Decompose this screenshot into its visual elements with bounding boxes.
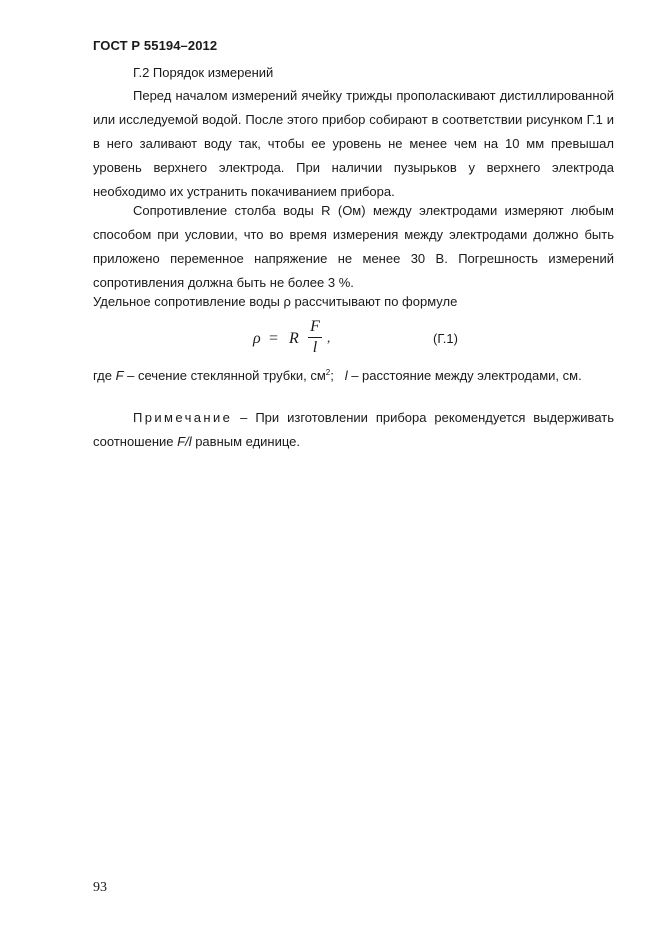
formula-row	[93, 318, 614, 362]
equation-number: (Г.1)	[433, 331, 458, 346]
var-l: l	[344, 368, 348, 383]
formula-lhs: ρ	[253, 330, 261, 347]
note-block	[93, 406, 614, 454]
note-ratio: F/l	[177, 434, 192, 449]
note-text-before: – При изготовлении прибора рекомендуется выдерживать соотношение	[93, 410, 614, 449]
formula-equals: =	[269, 330, 279, 347]
paragraph-text: Сопротивление столба воды R (Ом) между электродами измеряют любым способом при условии, что во время измерения между электродами должно быть приложено переменное напряжение не менее 30 В. Погрешность измерений сопротивления должна быть не более 3 %.	[93, 203, 614, 290]
unit-power: 2	[325, 368, 331, 377]
formula-comma: ,	[327, 330, 331, 345]
section-title: Г.2 Порядок измерений	[133, 65, 274, 80]
var-f: F	[115, 368, 124, 383]
formula-fraction	[308, 318, 322, 357]
paragraph-text: Удельное сопротивление воды ρ рассчитывают по формуле	[93, 294, 458, 309]
note-text-after: равным единице.	[191, 434, 301, 449]
separator: ;	[330, 368, 345, 383]
formula-coef: R	[289, 330, 299, 347]
formula-denominator: l	[312, 339, 318, 356]
where-prefix: где	[93, 368, 116, 383]
var-f-description: – сечение стеклянной трубки, см	[123, 368, 326, 383]
var-l-description: – расстояние между электродами, см.	[347, 368, 582, 383]
note-paragraph	[93, 406, 614, 454]
note-label: Примечание	[133, 410, 233, 425]
page-number: 93	[93, 880, 107, 895]
formula-numerator: F	[310, 318, 320, 335]
paragraph-text: Перед началом измерений ячейку трижды прополаскивают дистиллированной или исследуемой водой. После этого прибор собирают в соответствии рисунком Г.1 и в него заливают воду так, чтобы ее уровень не менее чем на 10 мм превышал уровень верхнего электрода. При наличии пузырьков у верхнего электрода необходимо их устранить покачиванием прибора.	[93, 88, 614, 199]
paragraph-resistance	[93, 199, 614, 295]
paragraph-formula-intro	[93, 290, 614, 314]
document-code-header: ГОСТ Р 55194–2012	[93, 38, 218, 53]
variables-explanation	[93, 363, 582, 386]
paragraph-procedure	[93, 84, 614, 204]
fraction-bar	[308, 337, 322, 338]
